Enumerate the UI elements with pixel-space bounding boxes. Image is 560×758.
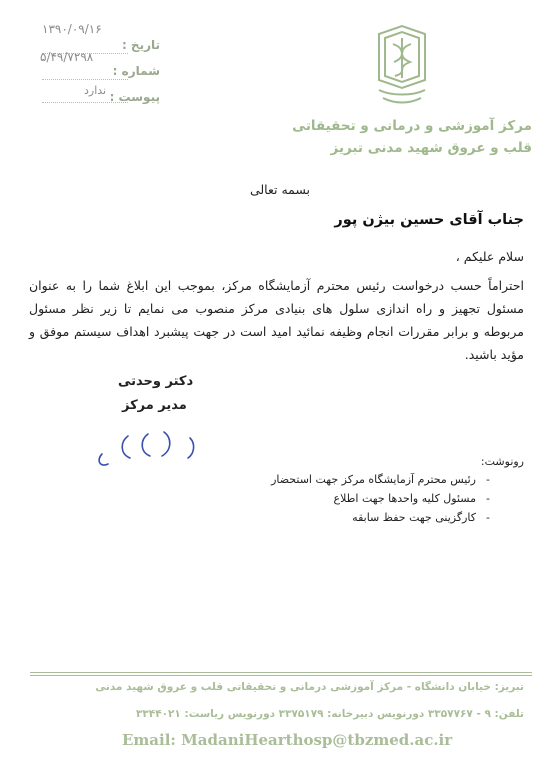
cc-item (271, 489, 500, 508)
footer-divider-thin (30, 675, 532, 676)
signatory-name: دکتر وحدتی (118, 374, 194, 389)
number-dots (42, 78, 128, 80)
signatory-title: مدیر مرکز (122, 398, 187, 413)
hospital-emblem-icon (373, 24, 431, 110)
footer-address: تبریز: خیابان دانشگاه - مرکز آموزشی درمانی و تحقیقاتی قلب و عروق شهید مدنی (95, 681, 524, 693)
cc-dash: - (486, 492, 490, 505)
footer-divider (30, 672, 532, 673)
cc-list (271, 470, 500, 527)
attachment-value: ندارد (84, 84, 107, 97)
footer-email: Email: MadaniHearthosp@tbzmed.ac.ir (122, 731, 453, 749)
cc-dash: - (486, 511, 490, 524)
cc-item (271, 470, 500, 489)
date-label: تاریخ : (121, 38, 160, 52)
org-name-line1: مرکز آموزشی و درمانی و تحقیقاتی (292, 118, 532, 134)
handwritten-signature (92, 424, 202, 470)
cc-item-text: مسئول کلیه واحدها جهت اطلاع (333, 492, 476, 505)
footer-phones: تلفن: ۹ - ۳۳۵۷۷۶۷ دورنویس دبیرخانه: ۳۳۷۵۱۷۹ دورنویس ریاست: ۳۳۴۴۰۲۱ (135, 708, 524, 720)
number-value: ۵/۴۹/۷۲۹۸ (40, 50, 94, 64)
attachment-dots (42, 101, 128, 103)
number-label: شماره : (112, 64, 160, 78)
cc-item-text: رئیس محترم آزمایشگاه مرکز جهت استحضار (271, 473, 476, 486)
invocation: بسمه تعالی (249, 182, 311, 197)
cc-item-text: کارگزینی جهت حفظ سابقه (352, 511, 476, 524)
greeting: سلام علیکم ، (455, 249, 524, 264)
date-value: ۱۳۹۰/۰۹/۱۶ (42, 22, 102, 36)
recipient-title: جناب آقای حسین بیژن پور (334, 212, 524, 228)
cc-label: رونوشت: (480, 455, 524, 468)
org-name-line2: قلب و عروق شهید مدنی تبریز (330, 140, 532, 156)
cc-item (271, 508, 500, 527)
letter-body: احتراماً حسب درخواست رئیس محترم آزمایشگاه مرکز، بموجب این ابلاغ شما را به عنوان مسئول تجهیز و راه اندازی سلول های بنیادی مرکز منصوب می نمایم تا زیر نظر مسئول مربوطه و برابر مقررات انجام وظیفه نمائید امید است در جهت پیشبرد اهداف سیستم موفق و مؤید باشید. (29, 278, 524, 362)
cc-dash: - (486, 473, 490, 486)
attachment-label: پیوست : (109, 90, 160, 104)
